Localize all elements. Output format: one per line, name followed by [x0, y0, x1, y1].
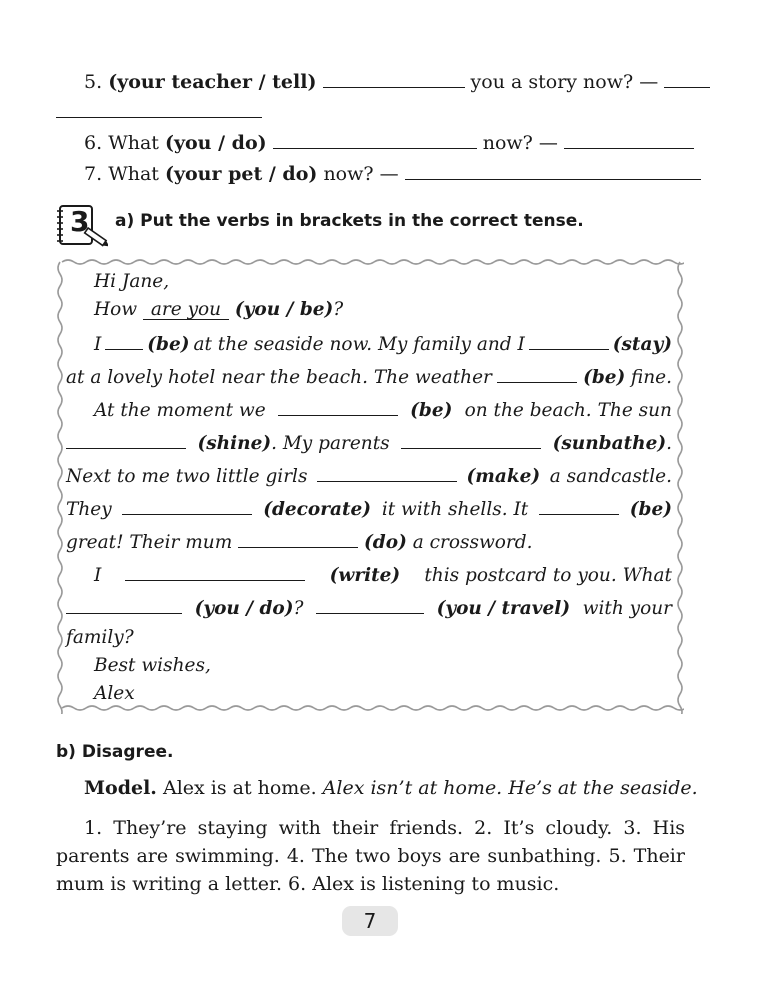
answer-blank[interactable]: [529, 331, 609, 350]
letter-line-4: at a lovely hotel near the beach. The weather (be) fine.: [66, 364, 672, 390]
answer-blank[interactable]: [66, 430, 186, 449]
answer-blank[interactable]: [401, 430, 541, 449]
disagree-items: [56, 814, 685, 898]
page-number: 7: [342, 906, 398, 936]
letter-line-6: (shine). My parents (sunbathe).: [66, 430, 672, 456]
answer-blank[interactable]: [278, 397, 398, 416]
list-item: 2. It’s cloudy.: [474, 817, 613, 839]
letter-line-2: How are you (you / be)?: [94, 299, 344, 320]
list-item: 5. Their mum is writing a letter.: [56, 845, 685, 895]
answer-blank[interactable]: [125, 562, 305, 581]
letter-greeting: Hi Jane,: [94, 271, 170, 292]
answer-blank[interactable]: [66, 595, 182, 614]
letter-line-8: They (decorate) it with shells. It (be): [66, 496, 672, 522]
letter-signature: Alex: [94, 683, 135, 704]
letter-line-3: I (be) at the seaside now. My family and I (stay): [94, 331, 672, 357]
answer-blank[interactable]: [539, 496, 619, 515]
exercise-item-5-continuation: [56, 99, 262, 124]
exercise-item-5: 5. (your teacher / tell) you a story now? —: [84, 69, 710, 94]
answer-blank[interactable]: [405, 161, 701, 180]
task-3-badge: 3: [56, 203, 108, 251]
answer-blank[interactable]: [497, 364, 577, 383]
answer-blank[interactable]: [316, 595, 424, 614]
example-answer: are you: [143, 301, 229, 320]
model-sentence: Model. Alex is at home. Alex isn’t at home. He’s at the seaside.: [84, 777, 698, 799]
answer-blank[interactable]: [564, 130, 694, 149]
list-item: 3. His parents are swimming.: [56, 817, 686, 867]
answer-blank[interactable]: [238, 529, 358, 548]
answer-blank[interactable]: [105, 331, 143, 350]
letter-line-11: (you / do)? (you / travel) with your: [66, 595, 672, 621]
letter-line-7: Next to me two little girls (make) a sandcastle.: [66, 463, 672, 489]
exercise-item-6: 6. What (you / do) now? —: [84, 130, 694, 155]
answer-blank[interactable]: [317, 463, 457, 482]
letter-closing: Best wishes,: [94, 655, 211, 676]
list-item: 6. Alex is listening to music.: [288, 873, 560, 895]
exercise-item-7: 7. What (your pet / do) now? —: [84, 161, 701, 186]
part-b-heading: b) Disagree.: [56, 742, 174, 762]
list-item: 1. They’re staying with their friends.: [84, 817, 463, 839]
letter-line-10: I (write) this postcard to you. What: [94, 562, 672, 588]
answer-blank[interactable]: [273, 130, 477, 149]
answer-blank[interactable]: [323, 69, 465, 88]
letter-line-9: great! Their mum (do) a crossword.: [66, 529, 533, 555]
answer-blank[interactable]: [56, 99, 262, 118]
answer-blank[interactable]: [664, 69, 710, 88]
answer-blank[interactable]: [122, 496, 252, 515]
list-item: 4. The two boys are sunbathing.: [286, 845, 602, 867]
letter-line-12: family?: [66, 627, 134, 648]
letter-line-5: At the moment we (be) on the beach. The sun: [94, 397, 672, 423]
task-3-heading: a) Put the verbs in brackets in the correct tense.: [115, 211, 584, 231]
letter-box: [56, 256, 684, 714]
